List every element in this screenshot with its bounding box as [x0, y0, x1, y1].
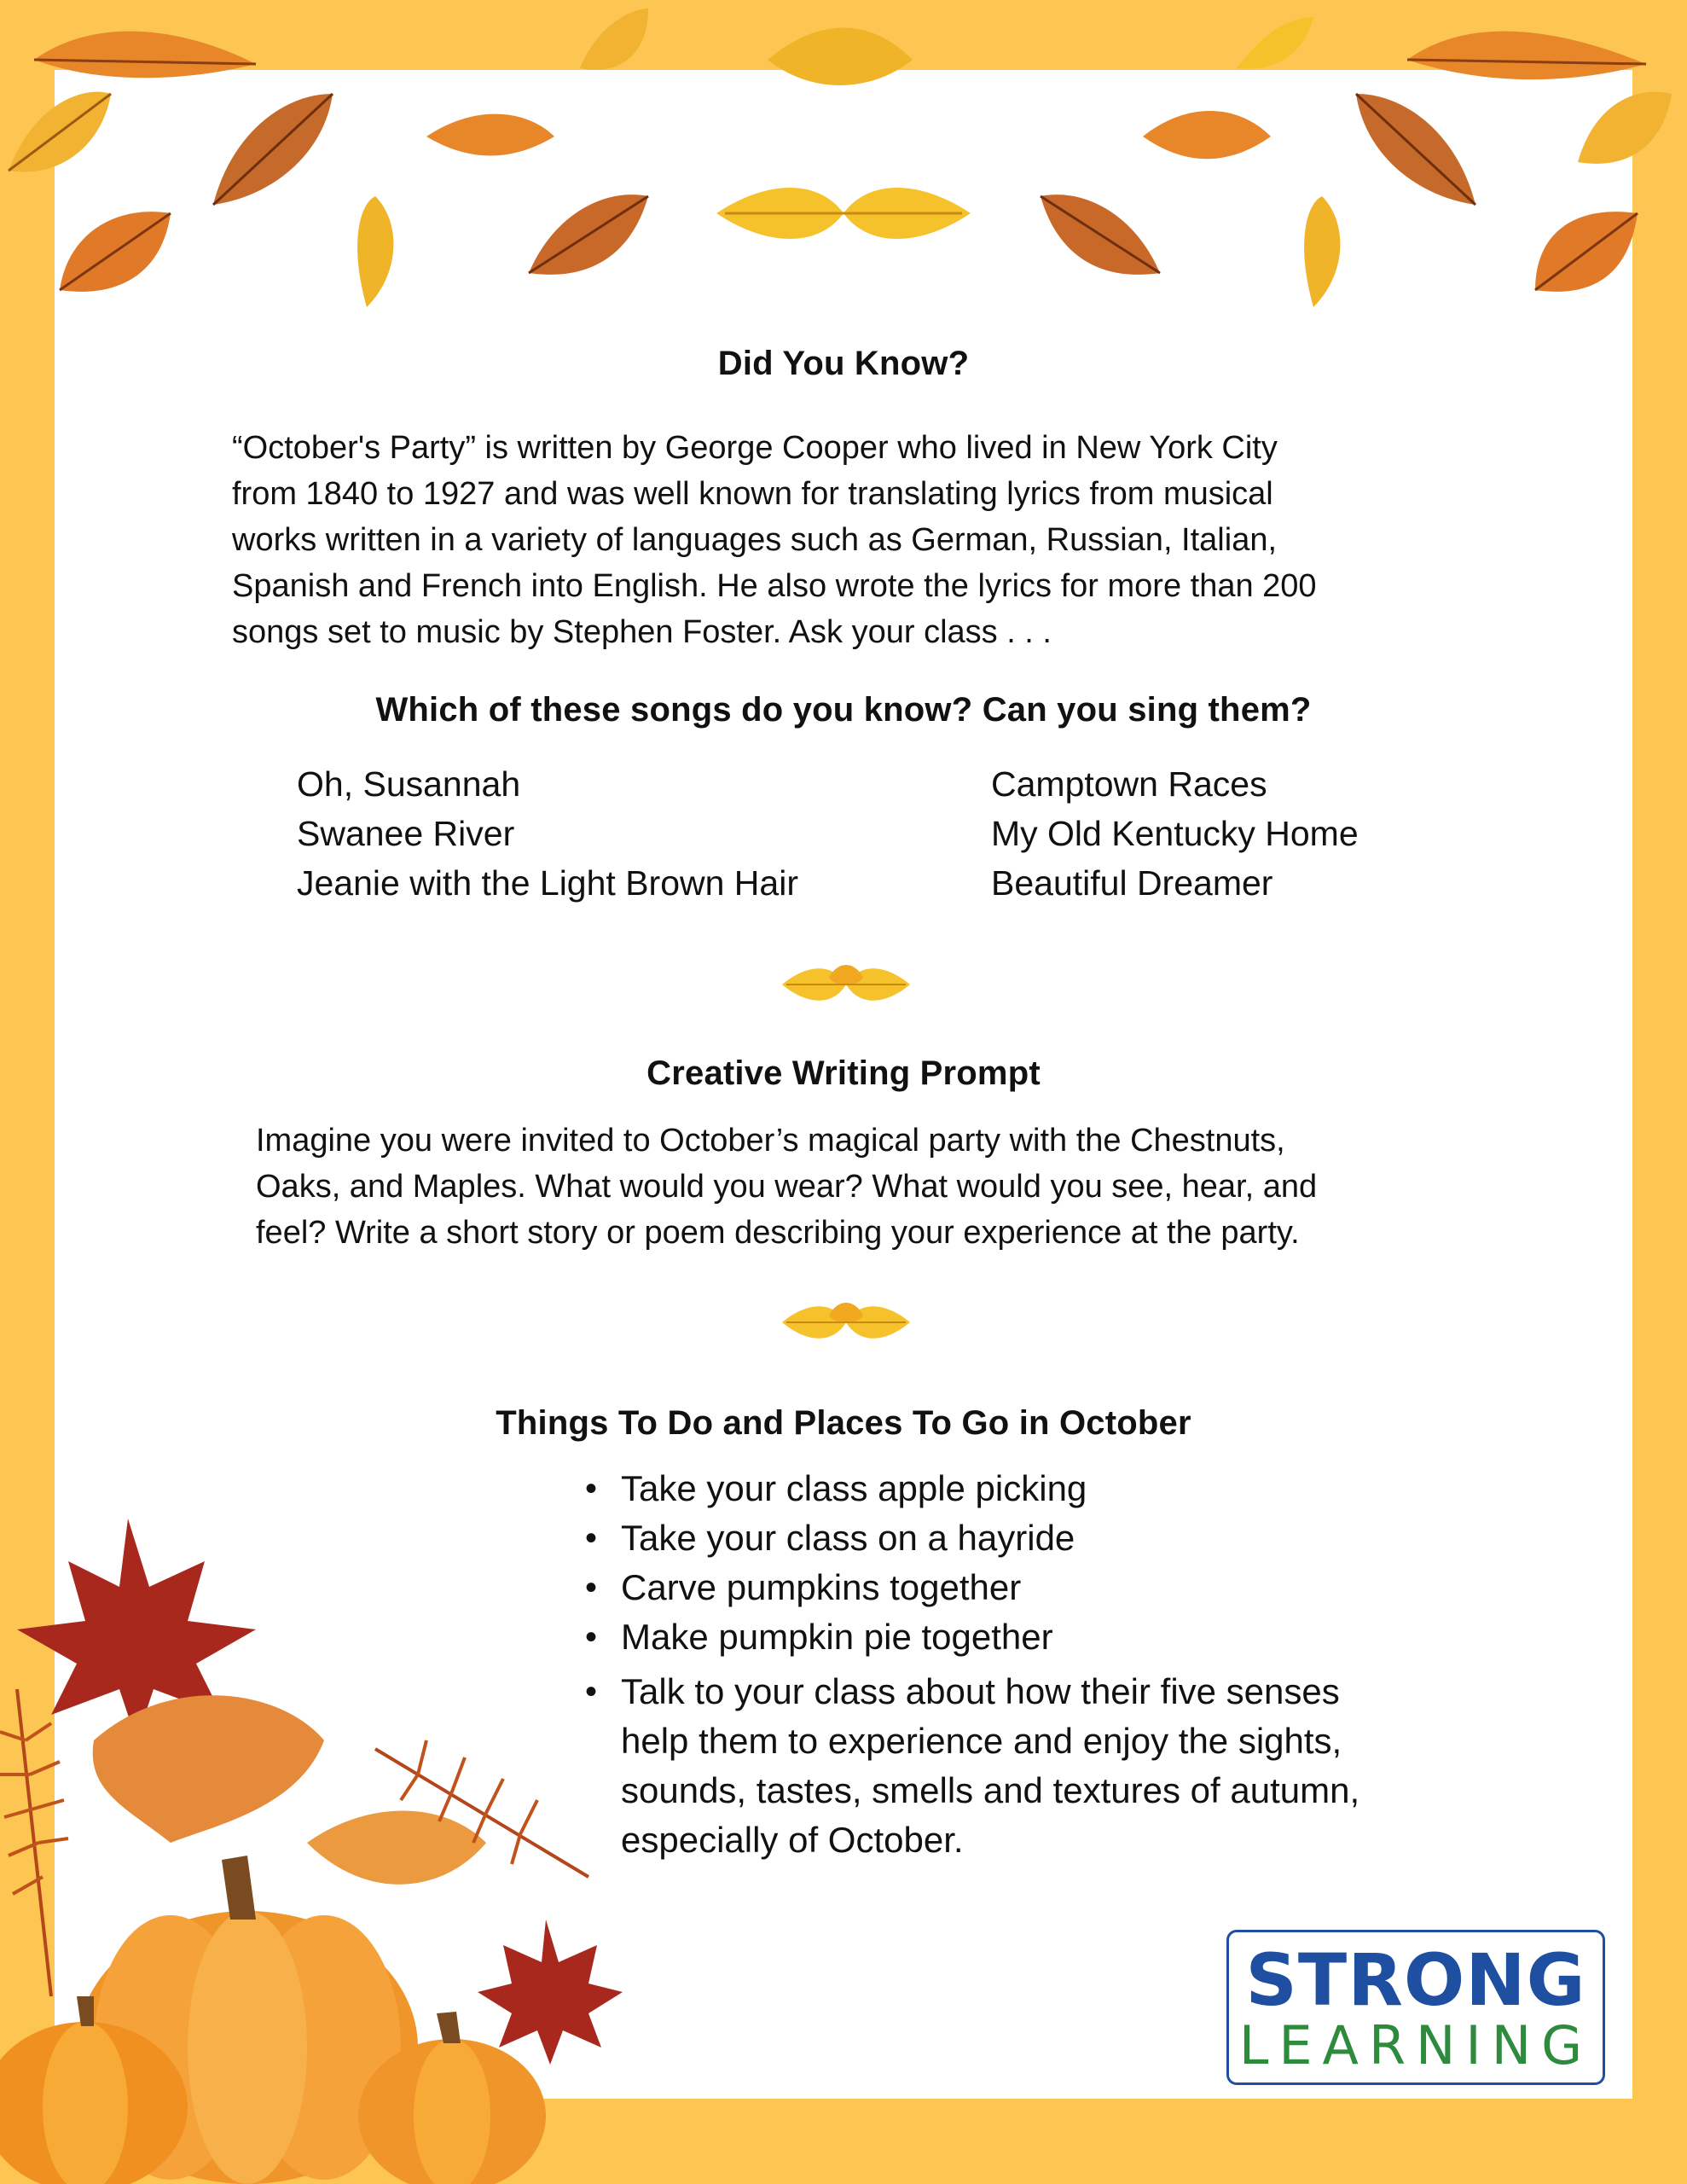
did-you-know-paragraph	[232, 425, 1460, 655]
logo-line-1: STRONG	[1245, 1938, 1586, 2022]
maple-leaf-icon	[478, 1920, 623, 2065]
oak-leaf-icon	[529, 195, 648, 275]
songs-left-column	[297, 759, 798, 908]
did-you-know-heading: Did You Know?	[717, 345, 970, 382]
oak-leaf-icon	[1237, 17, 1313, 69]
list-item-text: Take your class apple picking	[621, 1468, 1087, 1508]
paragraph-line: works written in a variety of languages such as German, Russian, Italian,	[232, 522, 1278, 558]
oak-leaf-icon	[93, 1695, 324, 1843]
oak-leaf-icon	[1407, 32, 1646, 80]
things-list	[580, 1464, 1450, 1865]
list-item-text: help them to experience and enjoy the sights,	[621, 1721, 1342, 1761]
leaf-garland-top	[0, 0, 1687, 358]
list-item-text: especially of October.	[621, 1820, 964, 1860]
leaf-divider-icon	[778, 959, 914, 1010]
pumpkin-cluster	[0, 1519, 631, 2184]
song-item: Beautiful Dreamer	[991, 863, 1273, 903]
list-item-text: Carve pumpkins together	[621, 1567, 1022, 1607]
prompt-heading: Creative Writing Prompt	[646, 1054, 1041, 1092]
strong-learning-logo	[1226, 1930, 1605, 2085]
oak-leaf-icon	[9, 92, 111, 172]
paragraph-line: from 1840 to 1927 and was well known for translating lyrics from musical	[232, 476, 1273, 512]
song-item: My Old Kentucky Home	[991, 814, 1359, 853]
oak-leaf-icon	[1356, 94, 1475, 205]
oak-leaf-icon	[580, 9, 648, 70]
leaf-divider-icon	[778, 1297, 914, 1348]
prompt-paragraph	[256, 1118, 1467, 1256]
song-item: Camptown Races	[991, 764, 1267, 804]
song-item: Swanee River	[297, 814, 515, 853]
list-item	[580, 1464, 1450, 1513]
oak-leaf-icon	[357, 196, 393, 307]
list-item-text: Make pumpkin pie together	[621, 1617, 1053, 1657]
oak-leaf-icon	[1304, 196, 1340, 307]
list-item	[580, 1513, 1450, 1563]
logo-line-2: LEARNING	[1238, 2014, 1593, 2077]
paragraph-line: Imagine you were invited to October’s magical party with the Chestnuts,	[256, 1123, 1285, 1159]
list-item-text: • Talk to your class about how their five senses	[621, 1671, 1340, 1711]
paragraph-line: Spanish and French into English. He also wrote the lyrics for more than 200	[232, 568, 1317, 604]
song-item: Oh, Susannah	[297, 764, 521, 804]
list-item	[580, 1667, 1450, 1865]
paragraph-line: songs set to music by Stephen Foster. Ask your class . . .	[232, 614, 1052, 650]
song-item: Jeanie with the Light Brown Hair	[297, 863, 798, 903]
songs-right-column	[991, 759, 1359, 908]
oak-leaf-icon	[768, 28, 913, 86]
oak-leaf-icon	[1041, 195, 1160, 275]
paragraph-line: Oaks, and Maples. What would you wear? What would you see, hear, and	[256, 1169, 1318, 1205]
oak-leaf-icon	[426, 114, 554, 156]
list-item-text: Take your class on a hayride	[621, 1518, 1075, 1558]
songs-heading: Which of these songs do you know? Can you sing them?	[375, 691, 1312, 729]
paragraph-line: “October's Party” is written by George Cooper who lived in New York City	[232, 430, 1278, 466]
oak-leaf-icon	[34, 32, 256, 78]
things-heading: Things To Do and Places To Go in October	[496, 1404, 1191, 1442]
oak-leaf-icon	[307, 1811, 486, 1885]
leaf-divider-icon	[716, 188, 971, 239]
oak-leaf-icon	[213, 94, 333, 205]
list-item	[580, 1612, 1450, 1662]
oak-leaf-icon	[1535, 212, 1638, 292]
list-item-text: sounds, tastes, smells and textures of autumn,	[621, 1770, 1360, 1810]
oak-leaf-icon	[60, 212, 171, 292]
paragraph-line: feel? Write a short story or poem describing your experience at the party.	[256, 1215, 1300, 1251]
oak-leaf-icon	[1578, 92, 1672, 164]
oak-leaf-icon	[1143, 111, 1271, 159]
fern-icon	[0, 1689, 68, 1996]
list-item	[580, 1563, 1450, 1612]
